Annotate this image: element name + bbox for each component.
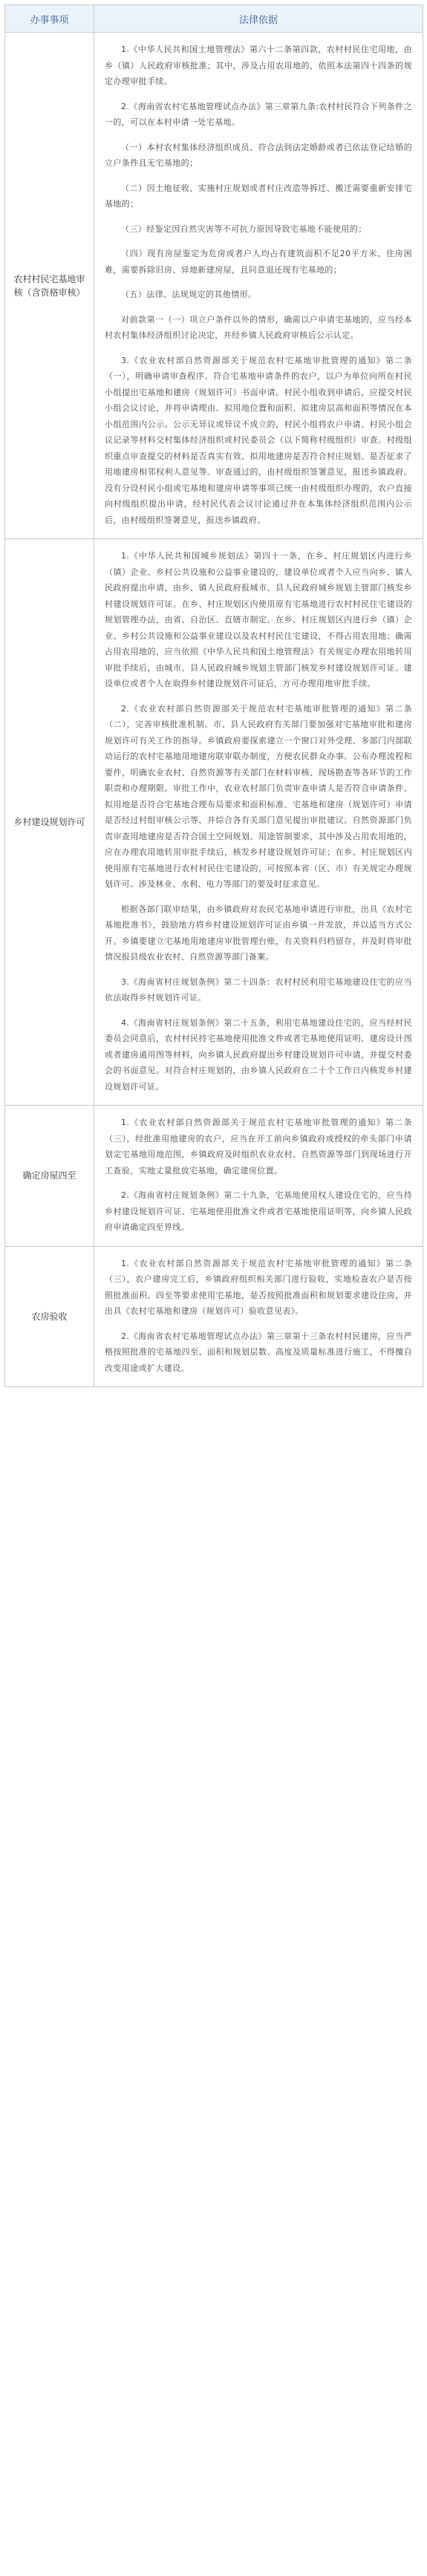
- table-row: [5, 33, 423, 539]
- basis-paragraph: 2.《海南省农村宅基地管理试点办法》第三章第十三条农村村民建房，应当严格按照批准的宅基地四至、面积和规划层数、高度及质量标准进行施工，不得擅自改变用途或扩大建设。: [105, 1331, 412, 1373]
- basis-paragraph: 根据各部门联审结果，由乡镇政府对农民宅基地申请进行审批，出具《农村宅基地批准书》，鼓励地方将乡村建设规划许可证由乡镇一并发放，并以适当方式公开。乡镇要建立宅基地用地建房审批管理台账，有关资料归档留存，并及时将审批情况报县级农业农村、自然资源等部门备案。: [105, 904, 412, 962]
- basis-cell: [94, 1106, 423, 1247]
- basis-paragraph: 2.《农业农村部自然资源部关于规范农村宅基地审批管理的通知》第二条（二），完善审核批准机制。市、县人民政府有关部门要加强对宅基地审批和建房规划许可有关工作的指导。乡镇政府要探索建立一个窗口对外受理、多部门内部联动运行的农村宅基地用地建房联审联办制度，方便农民群众办事。公布办理流程和要件，明确农业农村、自然资源等有关部门在材料审核、现场勘查等各环节的工作职责和办理期限。审批工作中，农业农村部门负责审查申请人是否符合申请条件、拟用地是否符合宅基地合理布局要求和面积标准、宅基地和建房（规划许可）申请是否经过村组审核公示等，并综合各有关部门意见提出审批建议。自然资源部门负责审查用地建房是否符合国土空间规划、用途管制要求，其中涉及占用农用地的，应在办理农用地转用审批手续后，核发乡村建设规划许可证；在乡、村庄规划区内使用原有宅基地进行农村村民住宅建设的，可按照本省（区、市）有关规定办理规划许可。涉及林业、水利、电力等部门的要及时征求意见。: [105, 703, 412, 889]
- header-basis: 法律依据: [94, 5, 423, 33]
- basis-paragraph: 1.《中华人民共和国城乡规划法》第四十一条，在乡、村庄规划区内进行乡（镇）企业、乡村公共设施和公益事业建设的，建设单位或者个人应当向乡、镇人民政府提出申请，由乡、镇人民政府报城市、县人民政府城乡规划主管部门核发乡村建设规划许可证。在乡、村庄规划区内使用原有宅基地进行农村村民住宅建设的规划管理办法，由省、自治区、直辖市制定。在乡、村庄规划区内进行乡（镇）企业、乡村公共设施和公益事业建设以及农村村民住宅建设，不得占用农用地；确需占用农用地的，应当依照《中华人民共和国土地管理法》有关规定办理农用地转用审批手续后，由城市、县人民政府城乡规划主管部门核发乡村建设规划许可证。建设单位或者个人在取得乡村建设规划许可证后，方可办理用地审批手续。: [105, 551, 412, 688]
- basis-paragraph: （三）经鉴定因自然灾害等不可抗力原因导致宅基地不能使用的；: [121, 224, 367, 234]
- item-name: 农村村民宅基地审核（含资格审核）: [5, 33, 94, 539]
- basis-paragraph: 2.《海南省农村宅基地管理试点办法》第三章第九条:农村村民符合下列条件之一的，可以在本村申请一处宅基地。: [105, 101, 412, 127]
- basis-paragraph: 4.《海南省村庄规划条例》第二十五条，利用宅基地建设住宅的，应当经村民委员会同意后，农村村民持宅基地使用批准文件或者宅基地使用证明、建房设计图或者建房通用图等材料，向乡镇人民政府提出乡村建设规划许可申请，并提交村委会的书面意见。对符合村庄规划的，由乡镇人民政府在二十个工作日内核发乡村建设规划许可证。: [105, 1017, 412, 1092]
- table-row: [5, 1106, 423, 1247]
- basis-cell: [94, 33, 423, 539]
- item-name: 乡村建设规划许可: [5, 539, 94, 1106]
- basis-paragraph: （一）本村农村集体经济组织成员、符合法到法定婚龄或者已依法登记结婚的立户条件且无宅基地的；: [105, 142, 412, 168]
- legal-basis-table: [4, 4, 423, 1387]
- basis-cell: [94, 1246, 423, 1387]
- basis-paragraph: 2.《海南省村庄规划条例》第二十九条，宅基地使用权人建设住宅的，应当持乡村建设规划许可证、宅基地使用批准文件或者宅基地使用证明等，向乡镇人民政府申请确定四至界线。: [105, 1190, 412, 1232]
- basis-cell: [94, 539, 423, 1106]
- basis-paragraph: 1.《农业农村部自然资源部关于规范农村宅基地审批管理的通知》第二条（三），农户建房完工后，乡镇政府组织相关部门进行验收，实地检查农户是否按照批准面积、四至等要求使用宅基地，是否按照批准面积和规划要求建设住房，并出具《农村宅基地和建房（规划许可）验收意见表》。: [105, 1258, 412, 1316]
- basis-paragraph: 1.《农业农村部自然资源部关于规范农村宅基地审批管理的通知》第二条（三），经批准用地建房的农户，应当在开工前向乡镇政府或授权的牵头部门申请划定宅基地用地范围，乡镇政府及时组织农业农村、自然资源等部门到现场进行开工查验，实地丈量批放宅基地，确定建房位置。: [105, 1118, 412, 1175]
- item-name: 农房验收: [5, 1246, 94, 1387]
- table-row: [5, 1246, 423, 1387]
- basis-paragraph: 3.《农业农村部自然资源部关于规范农村宅基地审批管理的通知》第二条（一），明确申请审查程序。符合宅基地申请条件的农户，以户为单位向所在村民小组提出宅基地和建房（规划许可）书面申请。村民小组收到申请后，应提交村民小组会议讨论，并将申请理由、拟用地位置和面积、拟建房层高和面积等情况在本小组范围内公示。公示无异议或异议不成立的，村民小组将农户申请、村民小组会议记录等材料交村集体经济组织或村民委员会（以下简称村级组织）审查。村级组织重点审查提交的材料是否真实有效、拟用地建房是否符合村庄规划、是否征求了用地建房相邻权利人意见等。审查通过的，由村级组织签署意见，报送乡镇政府。没有分设村民小组或宅基地和建房申请等事项已统一由村级组织办理的，农户直接向村级组织提出申请，经村民代表会议讨论通过并在本集体经济组织范围内公示后，由村级组织签署意见，报送乡镇政府。: [105, 355, 412, 525]
- basis-paragraph: 1.《中华人民共和国土地管理法》第六十二条第四款，农村村民住宅用地，由乡（镇）人民政府审核批准；其中，涉及占用农用地的，依照本法第四十四条的规定办理审批手续。: [105, 45, 412, 86]
- table-row: [5, 539, 423, 1106]
- basis-paragraph: （二）因土地征收、实施村庄规划或者村庄改造等拆迁、搬迁需要重新安排宅基地的；: [105, 183, 412, 209]
- basis-paragraph: 对前款第一（一）项立户条件以外的情形，确需以户申请宅基地的，应当经本村农村集体经济组织讨论决定，并经乡镇人民政府审核后公示认定。: [105, 314, 412, 340]
- header-item: 办事事项: [5, 5, 94, 33]
- basis-paragraph: （四）现有房屋鉴定为危房或者户人均占有建筑面积不足20平方米、住房困难，需要拆除旧房、异地新建房屋，且同意退还现有宅基地的；: [105, 249, 412, 275]
- table-header-row: [5, 5, 423, 33]
- basis-paragraph: （五）法律、法规规定的其他情形。: [121, 290, 257, 299]
- item-name: 确定房屋四至: [5, 1106, 94, 1247]
- basis-paragraph: 3.《海南省村庄规划条例》第二十四条：农村村民利用宅基地建设住宅的应当依法取得乡村规划许可证。: [105, 976, 412, 1002]
